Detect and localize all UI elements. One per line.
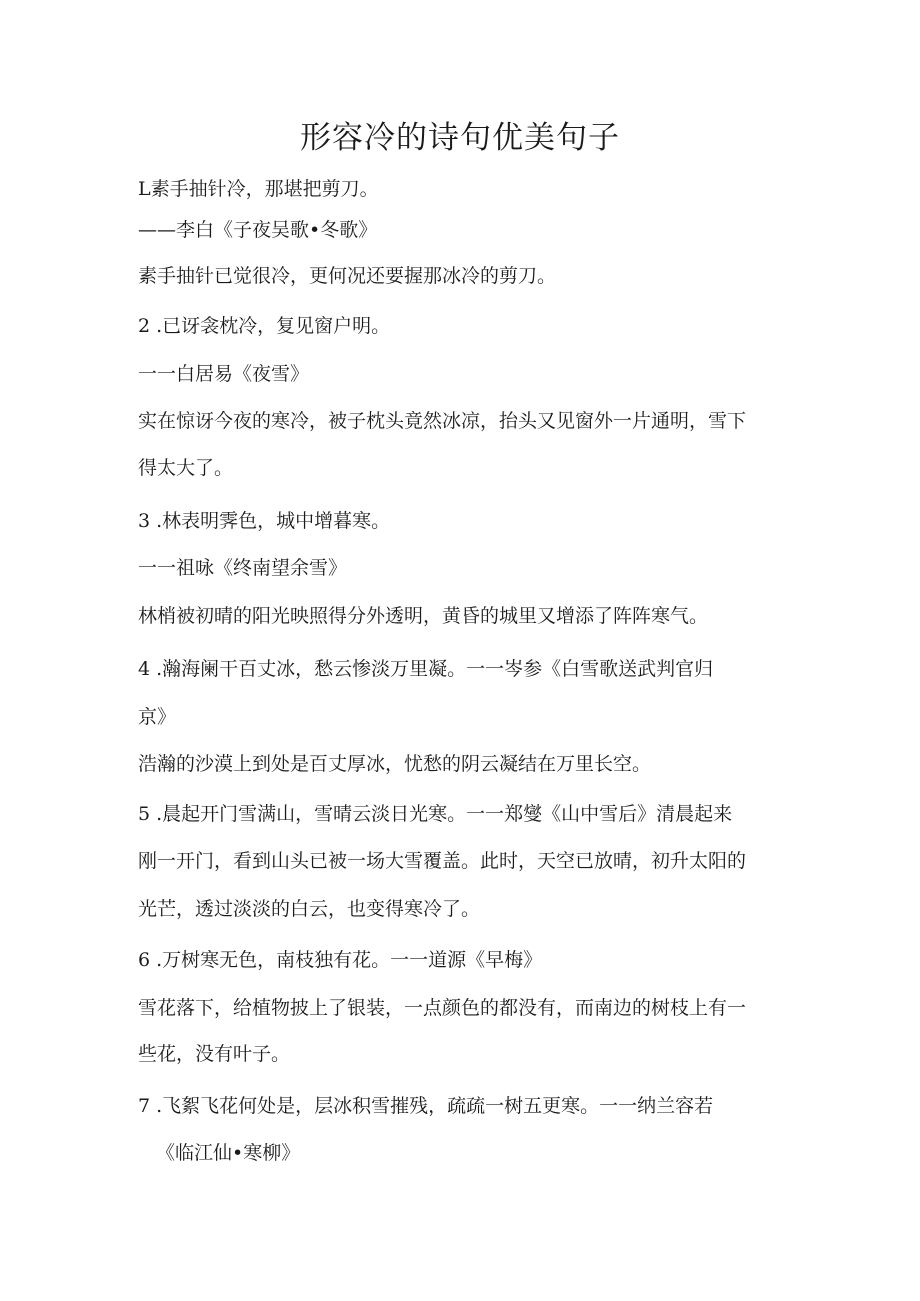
poem-line-3: 3 .林表明霁色，城中增暮寒。 bbox=[138, 510, 391, 532]
poem-translation-4: 浩瀚的沙漠上到处是百丈厚冰，忧愁的阴云凝结在万里长空。 bbox=[138, 753, 652, 775]
page-title: 形容冷的诗句优美句子 bbox=[300, 120, 620, 156]
poem-translation-3: 林梢被初晴的阳光映照得分外透明，黄昏的城里又增添了阵阵寒气。 bbox=[138, 605, 709, 627]
poem-line-4-cont: 京》 bbox=[138, 706, 177, 728]
poem-line-4: 4 .瀚海阑干百丈冰，愁云惨淡万里凝。一一岑参《白雪歌送武判官归 bbox=[138, 658, 714, 680]
poem-attribution-7: 《临江仙•寒柳》 bbox=[156, 1142, 301, 1164]
poem-line-7: 7 .飞絮飞花何处是，层冰积雪摧残，疏疏一树五更寒。一一纳兰容若 bbox=[138, 1095, 714, 1117]
poem-attribution-1: ——李白《子夜吴歌•冬歌》 bbox=[138, 219, 378, 241]
poem-translation-5: 刚一开门，看到山头已被一场大雪覆盖。此时，天空已放晴，初升太阳的 bbox=[138, 850, 747, 872]
poem-line-2: 2 .已讶衾枕冷，复见窗户明。 bbox=[138, 315, 391, 337]
poem-line-1: L素手抽针冷，那堪把剪刀。 bbox=[138, 178, 379, 200]
poem-line-6: 6 .万树寒无色，南枝独有花。一一道源《早梅》 bbox=[138, 949, 543, 971]
poem-translation-6: 雪花落下，给植物披上了银装，一点颜色的都没有，而南边的树枝上有一 bbox=[138, 997, 747, 1019]
poem-translation-5-cont: 光芒，透过淡淡的白云，也变得寒冷了。 bbox=[138, 898, 481, 920]
poem-translation-6-cont: 些花，没有叶子。 bbox=[138, 1043, 291, 1065]
poem-translation-1: 素手抽针已觉很冷，更何况还要握那冰冷的剪刀。 bbox=[138, 265, 557, 287]
poem-attribution-2: 一一白居易《夜雪》 bbox=[138, 363, 310, 385]
poem-line-5: 5 .晨起开门雪满山，雪晴云淡日光寒。一一郑燮《山中雪后》清晨起来 bbox=[138, 803, 733, 825]
poem-attribution-3: 一一祖咏《终南望余雪》 bbox=[138, 557, 348, 579]
poem-translation-2-cont: 得太大了。 bbox=[138, 457, 234, 479]
poem-translation-2: 实在惊讶今夜的寒冷，被子枕头竟然冰凉，抬头又见窗外一片通明，雪下 bbox=[138, 410, 747, 432]
